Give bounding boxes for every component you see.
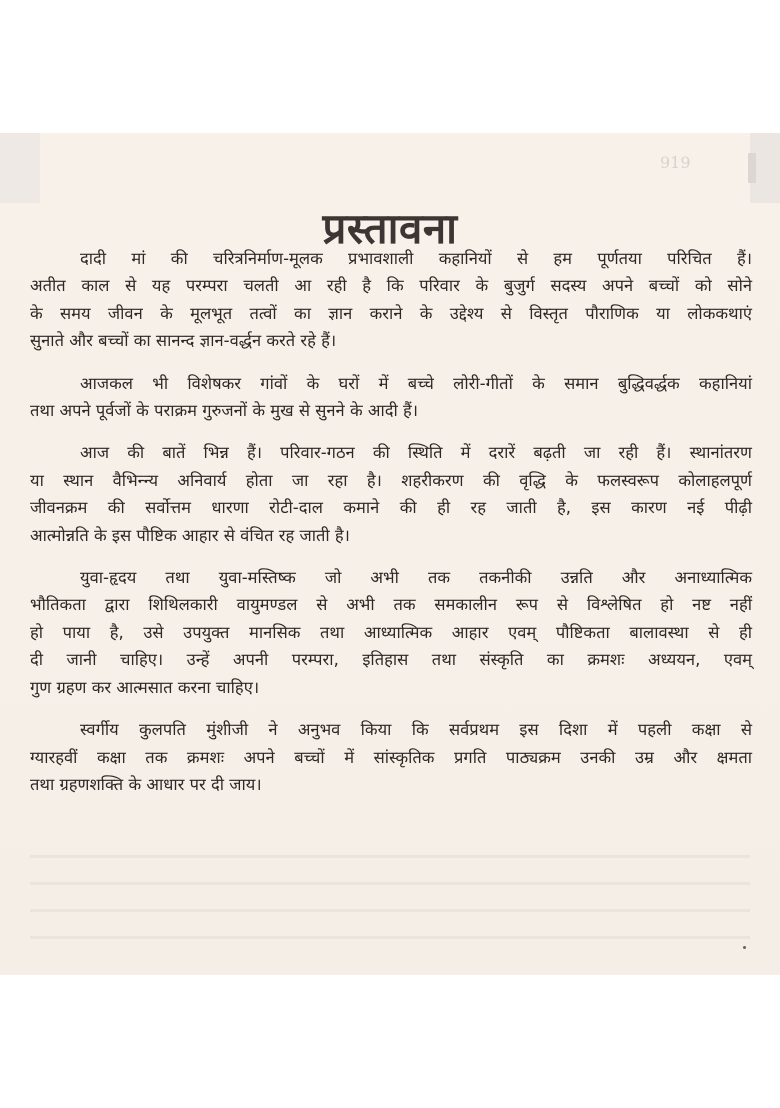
text-line: जीवनक्रम की सर्वोत्तम धारणा रोटी-दाल कमाने की ही रह जाती है, इस कारण नई पीढ़ी bbox=[30, 498, 752, 518]
text-line: के समय जीवन के मूलभूत तत्वों का ज्ञान कराने के उद्देश्य से विस्तृत पौराणिक या लोककथाएं bbox=[30, 303, 752, 323]
text-line: भौतिकता द्वारा शिथिलकारी वायुमण्डल से अभी तक समकालीन रूप से विश्लेषित हो नष्ट नहीं bbox=[30, 595, 752, 615]
text-line: या स्थान वैभिन्न्य अनिवार्य होता जा रहा है। शहरीकरण की वृद्धि के फलस्वरूप कोलाहलपूर्ण bbox=[30, 470, 752, 490]
text-line: हो पाया है, उसे उपयुक्त मानसिक तथा आध्यात्मिक आहार एवम् पौष्टिकता बालावस्था से ही bbox=[30, 622, 752, 642]
paragraph-3 bbox=[30, 439, 752, 549]
book-page bbox=[0, 133, 780, 975]
adjacent-page-shadow-left bbox=[0, 133, 40, 203]
text-line: आत्मोन्नति के इस पौष्टिक आहार से वंचित रह जाती है। bbox=[30, 525, 350, 545]
paragraph-1 bbox=[30, 245, 752, 355]
paragraph-2 bbox=[30, 370, 752, 425]
text-line: अतीत काल से यह परम्परा चलती आ रही है कि परिवार के बुजुर्ग सदस्य अपने बच्चों को सोने bbox=[30, 276, 752, 296]
text-line: आज की बातें भिन्न हैं। परिवार-गठन की स्थिति में दरारें बढ़ती जा रही हैं। स्थानांतरण bbox=[80, 443, 752, 463]
text-line: गुण ग्रहण कर आत्मसात करना चाहिए। bbox=[30, 677, 260, 697]
text-line: स्वर्गीय कुलपति मुंशीजी ने अनुभव किया कि सर्वप्रथम इस दिशा में पहली कक्षा से bbox=[80, 720, 752, 740]
paragraph-5 bbox=[30, 716, 752, 798]
text-line: युवा-हृदय तथा युवा-मस्तिष्क जो अभी तक तकनीकी उन्नति और अनाध्यात्मिक bbox=[80, 568, 752, 588]
text-line: दादी मां की चरित्रनिर्माण-मूलक प्रभावशाली कहानियों से हम पूर्णतया परिचित हैं। bbox=[80, 249, 752, 268]
text-line: दी जानी चाहिए। उन्हें अपनी परम्परा, इतिहास तथा संस्कृति का क्रमशः अध्ययन, एवम् bbox=[30, 650, 752, 670]
text-line: तथा अपने पूर्वजों के पराक्रम गुरुजनों के मुख से सुनने के आदी हैं। bbox=[30, 401, 419, 421]
paragraph-4 bbox=[30, 564, 752, 701]
text-line: आजकल भी विशेषकर गांवों के घरों में बच्चे लोरी-गीतों के समान बुद्धिवर्द्धक कहानियां bbox=[80, 373, 752, 393]
speck bbox=[743, 946, 746, 949]
show-through-page-number: 919 bbox=[660, 153, 691, 172]
page-title: प्रस्तावना bbox=[322, 204, 458, 254]
show-through-text bbox=[30, 855, 750, 975]
text-line: तथा ग्रहणशक्ति के आधार पर दी जाय। bbox=[30, 774, 262, 794]
preface-body bbox=[30, 245, 752, 798]
show-through-mark bbox=[748, 153, 756, 183]
text-line: सुनाते और बच्चों का सानन्द ज्ञान-वर्द्धन करते रहे हैं। bbox=[30, 331, 337, 351]
text-line: ग्यारहवीं कक्षा तक क्रमशः अपने बच्चों में सांस्कृतिक प्रगति पाठ्यक्रम उनकी उम्र और क्षमता bbox=[30, 747, 752, 767]
